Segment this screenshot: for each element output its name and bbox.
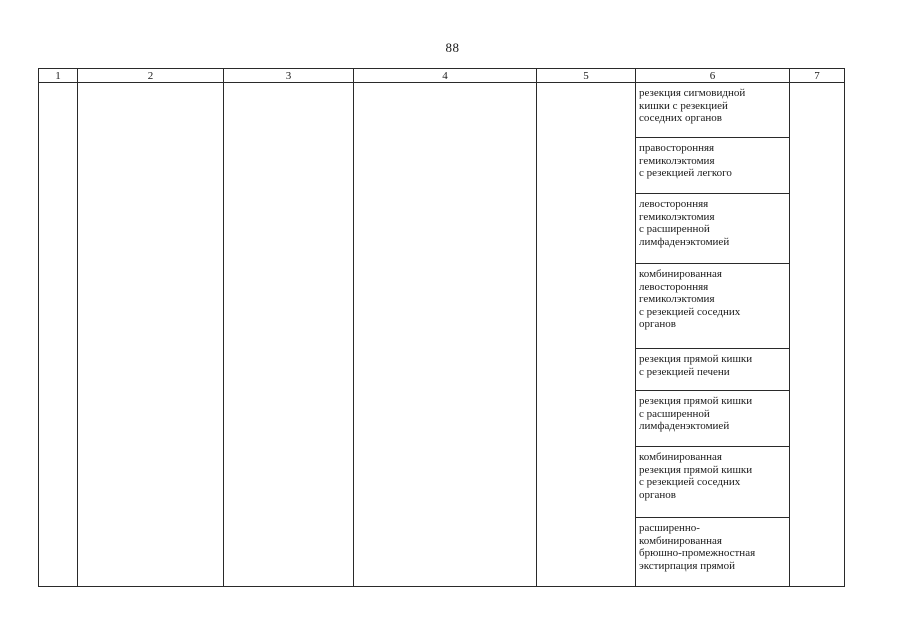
column-header-7: 7 — [790, 69, 845, 83]
page-number: 88 — [445, 40, 460, 55]
procedure-item: комбинированная резекция прямой кишки с резекцией соседних органов — [636, 447, 789, 518]
column-header-4: 4 — [354, 69, 537, 83]
body-cell-col-6 — [636, 83, 790, 587]
table-body-row — [39, 83, 845, 587]
procedure-item: комбинированная левосторонняя гемиколэктомия с резекцией соседних органов — [636, 264, 789, 349]
procedure-item: расширенно- комбинированная брюшно-промежностная экстирпация прямой — [639, 522, 756, 572]
procedure-item: правосторонняя гемиколэктомия с резекцией легкого — [636, 138, 789, 194]
body-cell-col-7 — [790, 83, 845, 587]
body-cell-col-1 — [39, 83, 78, 587]
body-cell-col-3 — [224, 83, 354, 587]
document-table-frame — [38, 68, 844, 586]
procedure-list — [636, 83, 789, 586]
procedure-item: резекция сигмовидной кишки с резекцией соседних органов — [636, 83, 789, 138]
table-header-row — [39, 69, 845, 83]
procedure-item: резекция прямой кишки с расширенной лимфаденэктомией — [636, 391, 789, 447]
procedure-item: резекция прямой кишки с резекцией печени — [636, 349, 789, 391]
body-cell-col-5 — [537, 83, 636, 587]
column-header-2: 2 — [78, 69, 224, 83]
column-header-6: 6 — [636, 69, 790, 83]
column-header-3: 3 — [224, 69, 354, 83]
column-header-1: 1 — [39, 69, 78, 83]
body-cell-col-2 — [78, 83, 224, 587]
procedure-item: левосторонняя гемиколэктомия с расширенной лимфаденэктомией — [636, 194, 789, 264]
document-table — [38, 68, 845, 587]
body-cell-col-4 — [354, 83, 537, 587]
column-header-5: 5 — [537, 69, 636, 83]
